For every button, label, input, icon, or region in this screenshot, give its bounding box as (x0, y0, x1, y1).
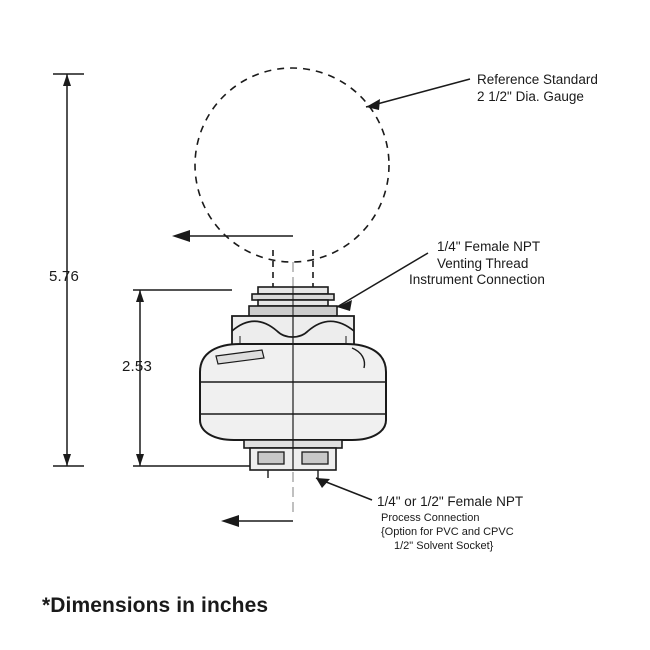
overall-dimension-arrow-top (63, 74, 71, 86)
body-dimension-arrow-bottom (136, 454, 144, 466)
body-dimension-label: 2.53 (122, 358, 152, 375)
callout-process-connection-subline1: Process Connection (381, 512, 480, 524)
callout-process-connection-subline3: 1/2" Solvent Socket} (394, 540, 494, 552)
leader-reference-standard (366, 79, 470, 107)
callout-instrument-connection-line3: Instrument Connection (409, 272, 545, 287)
leader-arrow-reference-standard (366, 99, 380, 110)
callout-instrument-connection-line1: 1/4" Female NPT (437, 239, 541, 254)
body-dimension-arrow-top (136, 290, 144, 302)
overall-dimension-arrow-bottom (63, 454, 71, 466)
callout-instrument-connection-line2: Venting Thread (437, 256, 529, 271)
callout-reference-standard-line1: Reference Standard (477, 72, 598, 87)
section-arrow-upper (172, 230, 293, 242)
callout-process-connection-line1: 1/4" or 1/2" Female NPT (377, 494, 524, 509)
overall-dimension-label: 5.76 (49, 268, 79, 285)
section-arrow-lower (221, 515, 293, 527)
callout-reference-standard-line2: 2 1/2" Dia. Gauge (477, 89, 584, 104)
reference-gauge-circle (195, 68, 389, 262)
callout-process-connection-subline2: {Option for PVC and CPVC (381, 526, 514, 538)
footer-note: *Dimensions in inches (42, 594, 269, 617)
